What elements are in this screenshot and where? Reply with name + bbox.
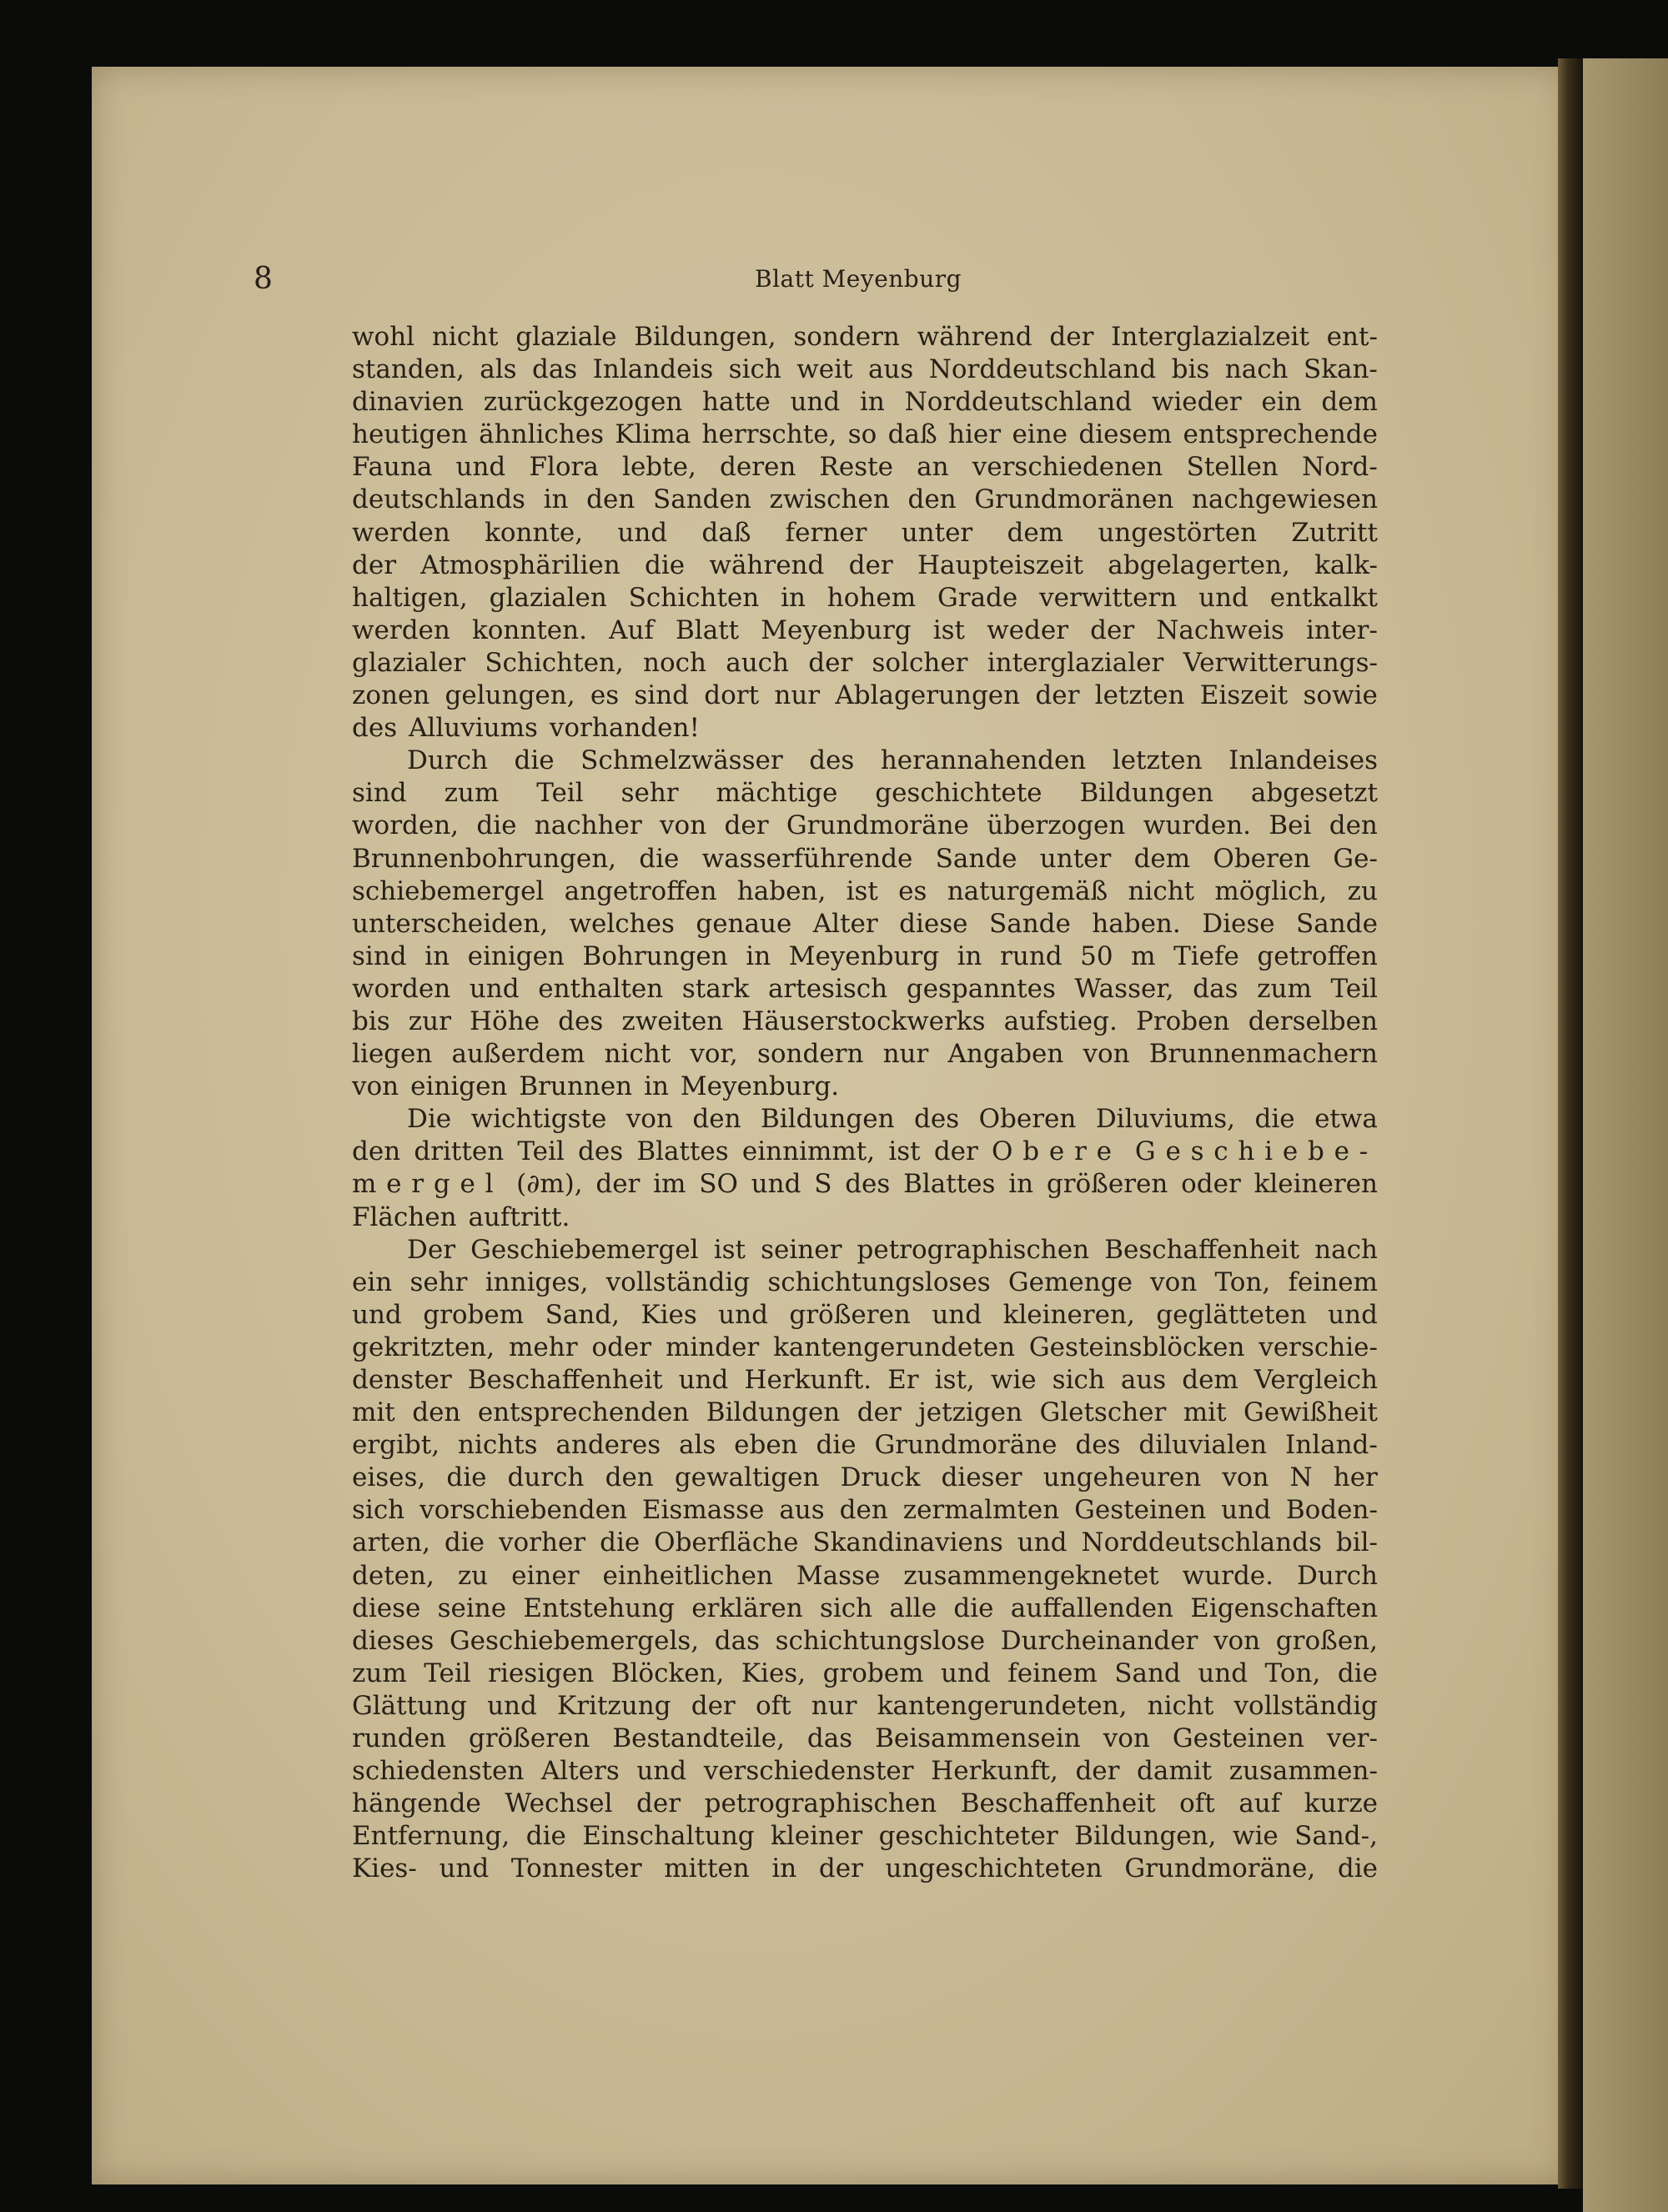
text-line: Fauna und Flora lebte, deren Reste an verschiedenen Stellen Nord- bbox=[352, 452, 1378, 483]
text-line: Brunnenbohrungen, die wasserführende Sande unter dem Oberen Ge- bbox=[352, 843, 1378, 874]
text-line: dinavien zurückgezogen hatte und in Norddeutschland wieder ein dem bbox=[352, 387, 1378, 418]
text-line: zum Teil riesigen Blöcken, Kies, grobem und feinem Sand und Ton, die bbox=[352, 1658, 1378, 1688]
text-line: arten, die vorher die Oberfläche Skandinaviens und Norddeutschlands bil- bbox=[352, 1527, 1378, 1558]
page-number: 8 bbox=[254, 262, 273, 296]
text-line: mit den entsprechenden Bildungen der jetzigen Gletscher mit Gewißheit bbox=[352, 1397, 1378, 1428]
adjacent-page-edge bbox=[1583, 58, 1668, 2212]
text-line: Entfernung, die Einschaltung kleiner geschichteter Bildungen, wie Sand-, bbox=[352, 1821, 1378, 1852]
text-line: haltigen, glazialen Schichten in hohem Grade verwittern und entkalkt bbox=[352, 582, 1378, 613]
text-line: bis zur Höhe des zweiten Häuserstockwerks aufstieg. Proben derselben bbox=[352, 1006, 1378, 1036]
text-line: eises, die durch den gewaltigen Druck dieser ungeheuren von N her bbox=[352, 1462, 1378, 1493]
text-line: deten, zu einer einheitlichen Masse zusammengeknetet wurde. Durch bbox=[352, 1560, 1378, 1591]
text-line: zonen gelungen, es sind dort nur Ablagerungen der letzten Eiszeit sowie bbox=[352, 680, 1378, 711]
text-line: Durch die Schmelzwässer des herannahenden letzten Inlandeises bbox=[407, 745, 1378, 776]
text-line: sich vorschiebenden Eismasse aus den zermalmten Gesteinen und Boden- bbox=[352, 1495, 1378, 1526]
text-line: sind zum Teil sehr mächtige geschichtete Bildungen abgesetzt bbox=[352, 778, 1378, 809]
text-line: schiebemergel angetroffen haben, ist es naturgemäß nicht möglich, zu bbox=[352, 875, 1378, 906]
text-line: Glättung und Kritzung der oft nur kantengerundeten, nicht vollständig bbox=[352, 1690, 1378, 1721]
text-line: diese seine Entstehung erklären sich alle die auffallenden Eigenschaften bbox=[352, 1593, 1378, 1623]
text-line: der Atmosphärilien die während der Haupteiszeit abgelagerten, kalk- bbox=[352, 549, 1378, 580]
text-line: von einigen Brunnen in Meyenburg. bbox=[352, 1071, 840, 1102]
text-line: Der Geschiebemergel ist seiner petrographischen Beschaffenheit nach bbox=[407, 1234, 1378, 1265]
text-line: werden konnte, und daß ferner unter dem ungestörten Zutritt bbox=[352, 517, 1378, 548]
text-line: denster Beschaffenheit und Herkunft. Er ist, wie sich aus dem Vergleich bbox=[352, 1365, 1378, 1395]
text-line: unterscheiden, welches genaue Alter diese Sande haben. Diese Sande bbox=[352, 908, 1378, 939]
text-line: mergel (∂m), der im SO und S des Blattes in größeren oder kleineren bbox=[352, 1169, 1378, 1200]
text-line: des Alluviums vorhanden! bbox=[352, 713, 700, 744]
text-line: Die wichtigste von den Bildungen des Oberen Diluviums, die etwa bbox=[407, 1104, 1378, 1135]
text-line: schiedensten Alters und verschiedenster Herkunft, der damit zusammen- bbox=[352, 1756, 1378, 1787]
running-title: Blatt Meyenburg bbox=[755, 265, 962, 293]
text-line: liegen außerdem nicht vor, sondern nur Angaben von Brunnenmachern bbox=[352, 1039, 1378, 1070]
text-line: ergibt, nichts anderes als eben die Grundmoräne des diluvialen Inland- bbox=[352, 1430, 1378, 1461]
text-line: Flächen auftritt. bbox=[352, 1201, 570, 1232]
text-line: deutschlands in den Sanden zwischen den Grundmoränen nachgewiesen bbox=[352, 484, 1378, 515]
text-line: sind in einigen Bohrungen in Meyenburg in rund 50 m Tiefe getroffen bbox=[352, 940, 1378, 971]
text-line: dieses Geschiebemergels, das schichtungslose Durcheinander von großen, bbox=[352, 1625, 1378, 1656]
text-line: ein sehr inniges, vollständig schichtungsloses Gemenge von Ton, feinem bbox=[352, 1267, 1378, 1297]
text-line: heutigen ähnliches Klima herrschte, so daß hier eine diesem entsprechende bbox=[352, 419, 1378, 450]
text-line: gekritzten, mehr oder minder kantengerundeten Gesteinsblöcken verschie- bbox=[352, 1332, 1378, 1362]
book-gutter bbox=[1558, 58, 1583, 2189]
text-line: hängende Wechsel der petrographischen Beschaffenheit oft auf kurze bbox=[352, 1788, 1378, 1819]
body-text bbox=[352, 321, 1378, 1886]
text-line: worden, die nachher von der Grundmoräne überzogen wurden. Bei den bbox=[352, 810, 1378, 841]
text-line: wohl nicht glaziale Bildungen, sondern während der Interglazialzeit ent- bbox=[352, 322, 1378, 352]
text-line: den dritten Teil des Blattes einnimmt, ist der Obere Geschiebe- bbox=[352, 1136, 1378, 1167]
text-line: und grobem Sand, Kies und größeren und kleineren, geglätteten und bbox=[352, 1299, 1378, 1330]
text-line: runden größeren Bestandteile, das Beisammensein von Gesteinen ver- bbox=[352, 1723, 1378, 1754]
text-line: glazialer Schichten, noch auch der solcher interglazialer Verwitterungs- bbox=[352, 647, 1378, 678]
text-line: standen, als das Inlandeis sich weit aus Norddeutschland bis nach Skan- bbox=[352, 354, 1378, 385]
text-line: werden konnten. Auf Blatt Meyenburg ist weder der Nachweis inter- bbox=[352, 614, 1378, 645]
text-line: worden und enthalten stark artesisch gespanntes Wasser, das zum Teil bbox=[352, 973, 1378, 1004]
text-line: Kies- und Tonnester mitten in der ungeschichteten Grundmoräne, die bbox=[352, 1853, 1378, 1884]
